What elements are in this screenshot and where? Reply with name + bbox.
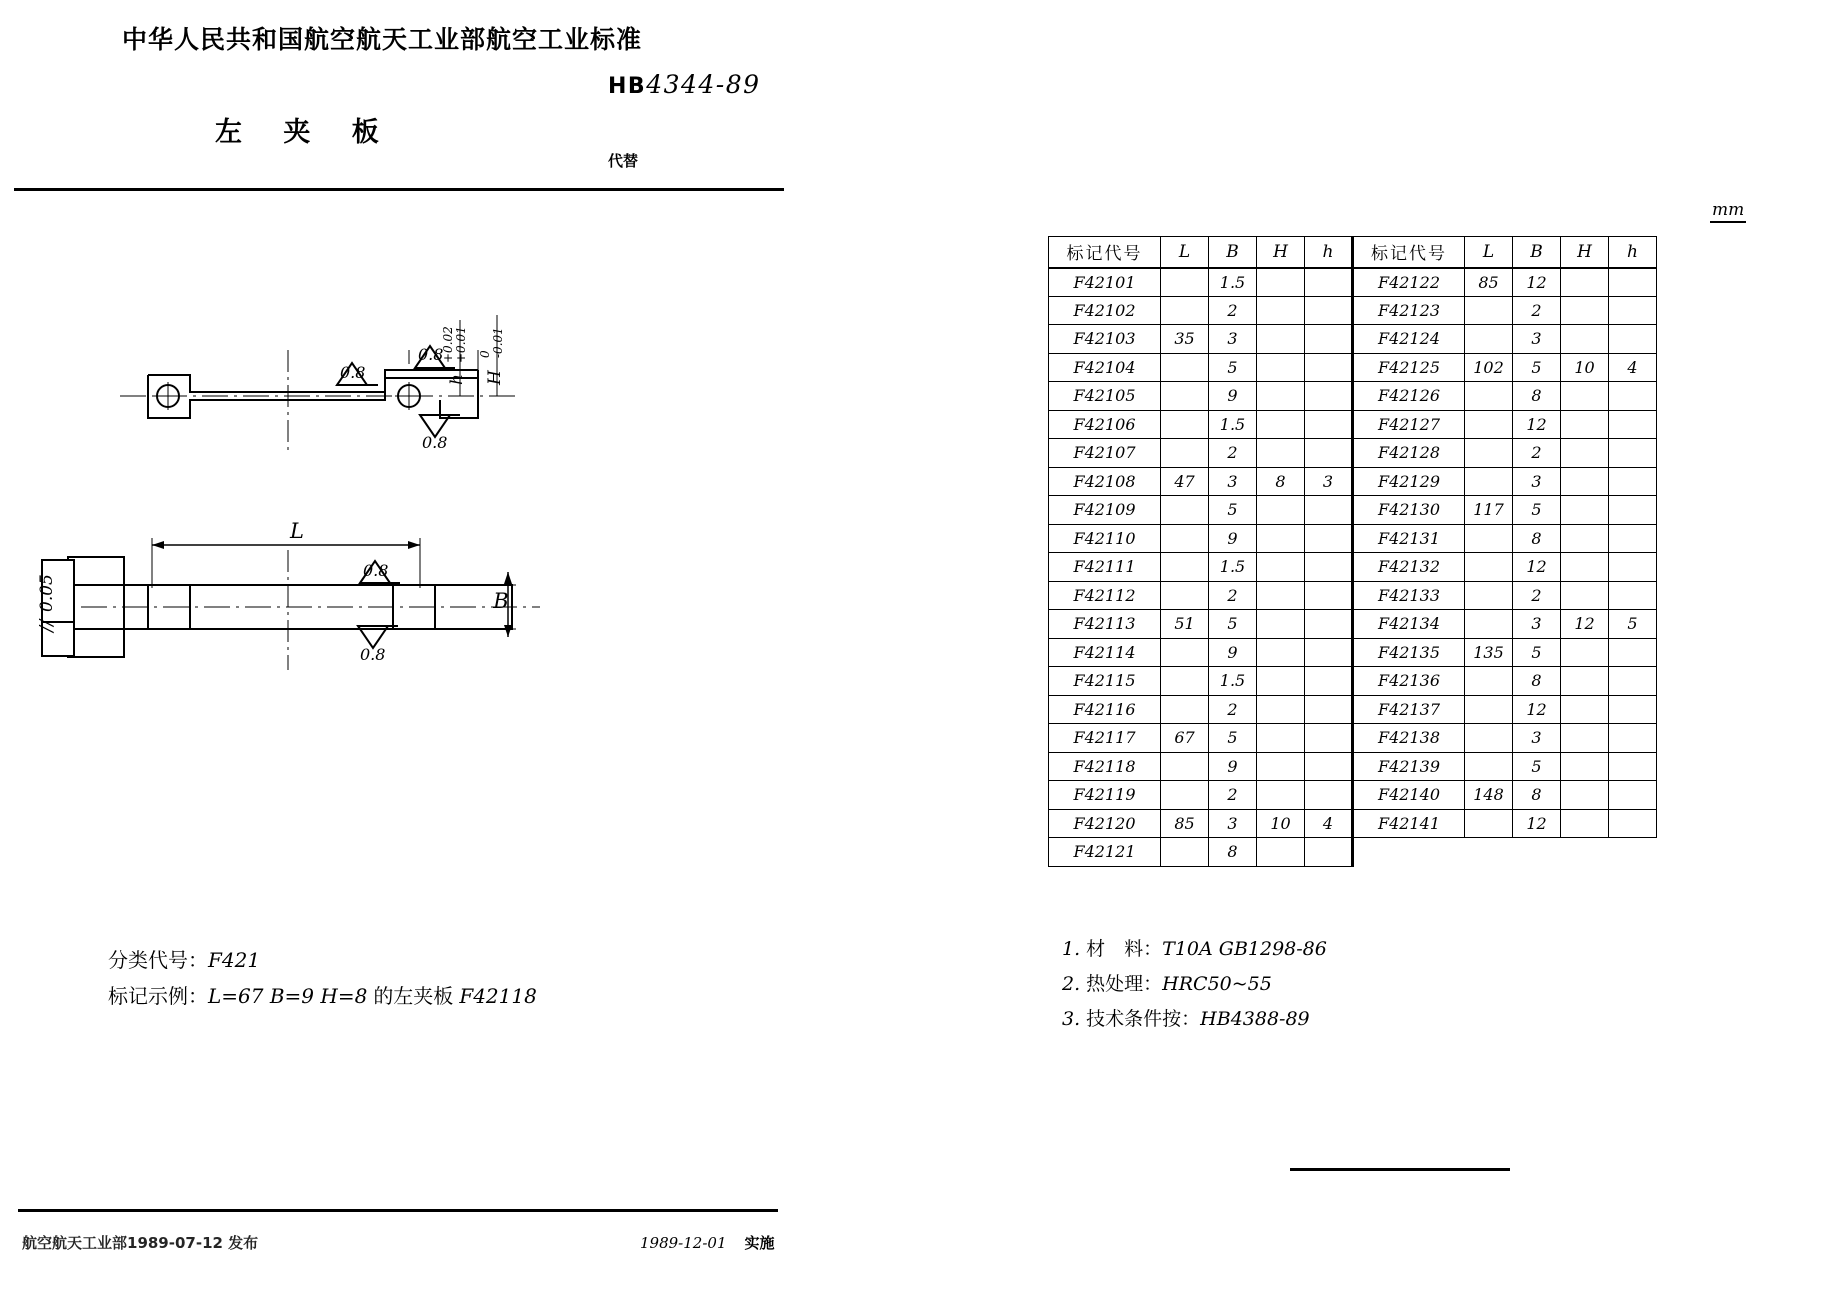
cell-code-right: F42126 (1353, 382, 1465, 411)
table-row (1049, 296, 1657, 325)
cell-B-left: 9 (1209, 524, 1257, 553)
cell-code-left: F42110 (1049, 524, 1161, 553)
marking-middle: 的左夹板 (373, 984, 454, 1008)
cell-code-left: F42113 (1049, 610, 1161, 639)
cell-L-left: 67 (1161, 724, 1209, 753)
replaces-label: 代替 (608, 152, 639, 170)
marking-label: 标记示例： (108, 984, 208, 1008)
cell-L-left (1161, 667, 1209, 696)
cell-h-right (1609, 296, 1657, 325)
cell-B-left: 2 (1209, 296, 1257, 325)
cell-h-left (1305, 638, 1353, 667)
cell-h-left (1305, 296, 1353, 325)
cell-H-left (1257, 353, 1305, 382)
cell-L-left (1161, 781, 1209, 810)
table-row (1049, 581, 1657, 610)
page-title: 左 夹 板 (215, 117, 395, 148)
roughness-value-5: 0.8 (360, 645, 386, 664)
cell-code-left: F42112 (1049, 581, 1161, 610)
note-label: 热处理： (1086, 973, 1163, 995)
note-index: 2. (1062, 973, 1081, 995)
cell-B-right: 2 (1513, 439, 1561, 468)
cell-code-right: F42129 (1353, 467, 1465, 496)
cell-B-left: 5 (1209, 353, 1257, 382)
table-row (1049, 667, 1657, 696)
cell-h-left (1305, 439, 1353, 468)
classification-line (108, 942, 537, 978)
cell-B-right: 5 (1513, 638, 1561, 667)
cell-L-right (1465, 610, 1513, 639)
dim-label-h: h (447, 374, 467, 385)
cell-L-right: 135 (1465, 638, 1513, 667)
cell-L-right: 148 (1465, 781, 1513, 810)
table-row (1049, 695, 1657, 724)
note-index: 3. (1062, 1008, 1081, 1030)
cell-h-left: 3 (1305, 467, 1353, 496)
col-header-L-right: L (1465, 237, 1513, 268)
cell-h-left (1305, 667, 1353, 696)
cell-L-right (1465, 325, 1513, 354)
cell-h-right (1609, 382, 1657, 411)
effective-statement (640, 1232, 775, 1253)
table-row (1049, 325, 1657, 354)
cell-empty-right (1353, 838, 1465, 867)
cell-B-left: 2 (1209, 439, 1257, 468)
cell-code-left: F42121 (1049, 838, 1161, 867)
cell-h-left (1305, 581, 1353, 610)
cell-B-right: 8 (1513, 667, 1561, 696)
table-row (1049, 353, 1657, 382)
roughness-value-1: 0.8 (340, 363, 366, 382)
cell-B-left: 9 (1209, 638, 1257, 667)
col-header-h-left: h (1305, 237, 1353, 268)
col-header-h-right: h (1609, 237, 1657, 268)
cell-h-left (1305, 524, 1353, 553)
cell-L-right (1465, 382, 1513, 411)
cell-L-left (1161, 296, 1209, 325)
cell-code-left: F42119 (1049, 781, 1161, 810)
note-value: HB4388-89 (1200, 1008, 1310, 1030)
cell-code-right: F42128 (1353, 439, 1465, 468)
col-header-B-right: B (1513, 237, 1561, 268)
cell-L-right (1465, 296, 1513, 325)
cell-H-right (1561, 268, 1609, 297)
technical-notes (1062, 932, 1327, 1037)
cell-B-right: 2 (1513, 581, 1561, 610)
cell-B-right: 8 (1513, 382, 1561, 411)
cell-B-right: 12 (1513, 695, 1561, 724)
cell-L-left (1161, 410, 1209, 439)
cell-L-right: 117 (1465, 496, 1513, 525)
cell-code-left: F42104 (1049, 353, 1161, 382)
cell-B-right: 12 (1513, 553, 1561, 582)
cell-code-right: F42141 (1353, 809, 1465, 838)
cell-L-right (1465, 667, 1513, 696)
cell-empty-right (1513, 838, 1561, 867)
table-row (1049, 781, 1657, 810)
cell-H-left (1257, 325, 1305, 354)
cell-H-left (1257, 268, 1305, 297)
cell-code-right: F42131 (1353, 524, 1465, 553)
table-row (1049, 439, 1657, 468)
cell-h-left (1305, 752, 1353, 781)
cell-h-right (1609, 695, 1657, 724)
cell-h-left (1305, 382, 1353, 411)
cell-B-left: 2 (1209, 781, 1257, 810)
footer-divider (18, 1209, 778, 1212)
cell-L-right (1465, 809, 1513, 838)
cell-B-right: 8 (1513, 524, 1561, 553)
cell-H-right (1561, 496, 1609, 525)
cell-h-right (1609, 638, 1657, 667)
cell-code-left: F42102 (1049, 296, 1161, 325)
cell-code-left: F42105 (1049, 382, 1161, 411)
cell-H-left (1257, 553, 1305, 582)
ministry-title: 中华人民共和国航空航天工业部航空工业标准 (122, 25, 643, 54)
cell-H-right (1561, 524, 1609, 553)
cell-h-right (1609, 496, 1657, 525)
cell-L-left: 35 (1161, 325, 1209, 354)
cell-H-left: 8 (1257, 467, 1305, 496)
cell-h-left (1305, 610, 1353, 639)
cell-code-right: F42135 (1353, 638, 1465, 667)
cell-code-right: F42132 (1353, 553, 1465, 582)
header-divider (14, 188, 784, 191)
specification-table-wrapper (1048, 236, 1657, 867)
cell-H-right (1561, 667, 1609, 696)
cell-B-right: 5 (1513, 353, 1561, 382)
cell-code-left: F42101 (1049, 268, 1161, 297)
cell-B-right: 3 (1513, 610, 1561, 639)
cell-H-right (1561, 581, 1609, 610)
cell-B-left: 3 (1209, 809, 1257, 838)
cell-L-left (1161, 524, 1209, 553)
cell-h-left (1305, 724, 1353, 753)
cell-L-left (1161, 695, 1209, 724)
cell-H-right (1561, 553, 1609, 582)
cell-B-right: 3 (1513, 325, 1561, 354)
parallelism-symbol: // (36, 619, 57, 632)
cell-L-left (1161, 353, 1209, 382)
table-row (1049, 724, 1657, 753)
cell-h-left (1305, 268, 1353, 297)
cell-L-right (1465, 467, 1513, 496)
cell-H-right (1561, 724, 1609, 753)
cell-B-right: 8 (1513, 781, 1561, 810)
cell-B-left: 1.5 (1209, 667, 1257, 696)
right-bottom-divider (1290, 1168, 1510, 1171)
cell-h-right (1609, 410, 1657, 439)
cell-B-left: 5 (1209, 496, 1257, 525)
cell-H-left (1257, 695, 1305, 724)
cell-B-left: 9 (1209, 382, 1257, 411)
cell-h-right (1609, 524, 1657, 553)
cell-H-left (1257, 382, 1305, 411)
cell-L-right (1465, 410, 1513, 439)
cell-code-left: F42120 (1049, 809, 1161, 838)
cell-B-left: 9 (1209, 752, 1257, 781)
cell-H-left (1257, 667, 1305, 696)
cell-code-right: F42136 (1353, 667, 1465, 696)
cell-H-right (1561, 439, 1609, 468)
cell-h-right (1609, 667, 1657, 696)
classification-value: F421 (208, 948, 261, 972)
cell-B-right: 5 (1513, 496, 1561, 525)
cell-H-right (1561, 781, 1609, 810)
cell-empty-right (1465, 838, 1513, 867)
cell-B-right: 12 (1513, 268, 1561, 297)
col-header-code-right: 标记代号 (1353, 237, 1465, 268)
cell-code-right: F42123 (1353, 296, 1465, 325)
cell-H-left (1257, 781, 1305, 810)
cell-B-left: 1.5 (1209, 268, 1257, 297)
cell-h-right (1609, 724, 1657, 753)
cell-code-left: F42115 (1049, 667, 1161, 696)
cell-code-left: F42107 (1049, 439, 1161, 468)
cell-L-left (1161, 581, 1209, 610)
cell-L-right (1465, 695, 1513, 724)
cell-code-right: F42133 (1353, 581, 1465, 610)
cell-h-left (1305, 553, 1353, 582)
cell-H-right (1561, 296, 1609, 325)
cell-h-left (1305, 353, 1353, 382)
cell-h-right (1609, 467, 1657, 496)
dim-label-L: L (290, 519, 304, 543)
specification-table (1048, 236, 1657, 867)
cell-B-left: 5 (1209, 610, 1257, 639)
note-value: T10A GB1298-86 (1162, 938, 1327, 960)
cell-h-left (1305, 325, 1353, 354)
cell-code-left: F42103 (1049, 325, 1161, 354)
cell-L-left: 47 (1161, 467, 1209, 496)
cell-code-left: F42114 (1049, 638, 1161, 667)
cell-code-left: F42118 (1049, 752, 1161, 781)
table-row (1049, 752, 1657, 781)
cell-H-left (1257, 439, 1305, 468)
cell-H-right (1561, 752, 1609, 781)
cell-B-left: 2 (1209, 695, 1257, 724)
cell-L-left (1161, 752, 1209, 781)
table-row (1049, 610, 1657, 639)
cell-code-left: F42108 (1049, 467, 1161, 496)
cell-code-right: F42138 (1353, 724, 1465, 753)
cell-B-right: 12 (1513, 809, 1561, 838)
parallelism-value: 0.05 (37, 574, 57, 612)
cell-L-right (1465, 581, 1513, 610)
cell-H-left (1257, 610, 1305, 639)
table-row (1049, 638, 1657, 667)
cell-H-left (1257, 838, 1305, 867)
technical-note-2 (1062, 967, 1327, 1002)
standard-number-value: 4344-89 (646, 70, 761, 99)
cell-L-left (1161, 838, 1209, 867)
cell-B-right: 3 (1513, 724, 1561, 753)
standard-prefix: HB (608, 74, 647, 99)
cell-code-right: F42134 (1353, 610, 1465, 639)
issue-statement: 航空航天工业部1989-07-12 发布 (22, 1234, 259, 1252)
cell-L-right: 85 (1465, 268, 1513, 297)
cell-H-left (1257, 581, 1305, 610)
cell-L-left: 51 (1161, 610, 1209, 639)
cell-h-left (1305, 781, 1353, 810)
cell-H-left (1257, 752, 1305, 781)
table-row (1049, 410, 1657, 439)
cell-h-right (1609, 581, 1657, 610)
cell-code-right: F42124 (1353, 325, 1465, 354)
drawing-svg (0, 200, 800, 920)
tolerance-H-upper: 0 (478, 350, 492, 358)
table-row (1049, 809, 1657, 838)
cell-L-right (1465, 724, 1513, 753)
cell-H-right: 12 (1561, 610, 1609, 639)
cell-h-right: 4 (1609, 353, 1657, 382)
cell-H-right (1561, 638, 1609, 667)
roughness-value-4: 0.8 (363, 561, 389, 580)
left-notes (108, 942, 537, 1014)
cell-h-right (1609, 809, 1657, 838)
cell-H-right (1561, 325, 1609, 354)
note-label: 材 料： (1086, 938, 1163, 960)
dim-label-B: B (493, 589, 509, 613)
cell-h-left (1305, 838, 1353, 867)
cell-code-left: F42111 (1049, 553, 1161, 582)
cell-H-left (1257, 410, 1305, 439)
table-row (1049, 553, 1657, 582)
cell-h-left: 4 (1305, 809, 1353, 838)
cell-B-left: 3 (1209, 467, 1257, 496)
cell-L-right (1465, 752, 1513, 781)
table-body (1049, 268, 1657, 867)
cell-code-right: F42140 (1353, 781, 1465, 810)
cell-H-left (1257, 724, 1305, 753)
cell-code-right: F42125 (1353, 353, 1465, 382)
cell-L-right (1465, 439, 1513, 468)
cell-h-right (1609, 268, 1657, 297)
table-header-row (1049, 237, 1657, 268)
cell-B-left: 2 (1209, 581, 1257, 610)
table-row (1049, 524, 1657, 553)
cell-code-left: F42117 (1049, 724, 1161, 753)
cell-H-right (1561, 695, 1609, 724)
cell-L-left (1161, 553, 1209, 582)
cell-L-right (1465, 553, 1513, 582)
cell-L-left (1161, 382, 1209, 411)
cell-H-right (1561, 467, 1609, 496)
cell-code-right: F42122 (1353, 268, 1465, 297)
marking-code: F42118 (459, 984, 537, 1008)
cell-B-left: 1.5 (1209, 410, 1257, 439)
cell-h-right: 5 (1609, 610, 1657, 639)
cell-L-left (1161, 439, 1209, 468)
cell-code-left: F42106 (1049, 410, 1161, 439)
cell-empty-right (1609, 838, 1657, 867)
col-header-code-left: 标记代号 (1049, 237, 1161, 268)
technical-note-1 (1062, 932, 1327, 967)
cell-H-right (1561, 382, 1609, 411)
cell-H-left (1257, 524, 1305, 553)
cell-H-left (1257, 496, 1305, 525)
effective-label: 实施 (744, 1234, 775, 1252)
cell-L-left (1161, 638, 1209, 667)
cell-code-right: F42139 (1353, 752, 1465, 781)
note-value: HRC50~55 (1162, 973, 1272, 995)
dim-label-H: H (485, 370, 505, 385)
cell-empty-right (1561, 838, 1609, 867)
table-row (1049, 467, 1657, 496)
col-header-B-left: B (1209, 237, 1257, 268)
cell-h-right (1609, 439, 1657, 468)
cell-h-right (1609, 325, 1657, 354)
standard-number (608, 70, 761, 99)
cell-code-right: F42137 (1353, 695, 1465, 724)
cell-H-left (1257, 638, 1305, 667)
table-row (1049, 268, 1657, 297)
cell-L-left: 85 (1161, 809, 1209, 838)
cell-h-left (1305, 496, 1353, 525)
classification-label: 分类代号： (108, 948, 208, 972)
cell-h-right (1609, 553, 1657, 582)
cell-H-left: 10 (1257, 809, 1305, 838)
cell-B-right: 5 (1513, 752, 1561, 781)
cell-H-right (1561, 809, 1609, 838)
cell-L-right: 102 (1465, 353, 1513, 382)
table-row (1049, 838, 1657, 867)
effective-date: 1989-12-01 (640, 1234, 727, 1252)
note-label: 技术条件按： (1086, 1008, 1201, 1030)
cell-B-left: 1.5 (1209, 553, 1257, 582)
table-row (1049, 382, 1657, 411)
marking-example-line (108, 978, 537, 1014)
technical-note-3 (1062, 1002, 1327, 1037)
cell-code-left: F42116 (1049, 695, 1161, 724)
cell-L-left (1161, 496, 1209, 525)
cell-code-left: F42109 (1049, 496, 1161, 525)
table-row (1049, 496, 1657, 525)
tolerance-h-upper: +0.02 (441, 326, 455, 363)
cell-h-right (1609, 781, 1657, 810)
col-header-L-left: L (1161, 237, 1209, 268)
cell-H-right (1561, 410, 1609, 439)
tolerance-h-lower: +0.01 (454, 326, 468, 363)
cell-L-right (1465, 524, 1513, 553)
units-label: mm (1710, 200, 1746, 223)
cell-L-left (1161, 268, 1209, 297)
col-header-H-right: H (1561, 237, 1609, 268)
cell-h-right (1609, 752, 1657, 781)
marking-dimensions: L=67 B=9 H=8 (208, 984, 368, 1008)
tolerance-H-lower: -0.01 (491, 327, 505, 358)
cell-code-right: F42130 (1353, 496, 1465, 525)
col-header-H-left: H (1257, 237, 1305, 268)
cell-h-left (1305, 410, 1353, 439)
cell-B-left: 8 (1209, 838, 1257, 867)
note-index: 1. (1062, 938, 1081, 960)
cell-H-right: 10 (1561, 353, 1609, 382)
part-drawing (0, 200, 800, 920)
cell-B-left: 3 (1209, 325, 1257, 354)
cell-H-left (1257, 296, 1305, 325)
roughness-value-3: 0.8 (422, 433, 448, 452)
cell-B-right: 3 (1513, 467, 1561, 496)
cell-code-right: F42127 (1353, 410, 1465, 439)
cell-B-right: 2 (1513, 296, 1561, 325)
cell-h-left (1305, 695, 1353, 724)
roughness-value-2: 0.8 (418, 345, 444, 364)
cell-B-left: 5 (1209, 724, 1257, 753)
cell-B-right: 12 (1513, 410, 1561, 439)
